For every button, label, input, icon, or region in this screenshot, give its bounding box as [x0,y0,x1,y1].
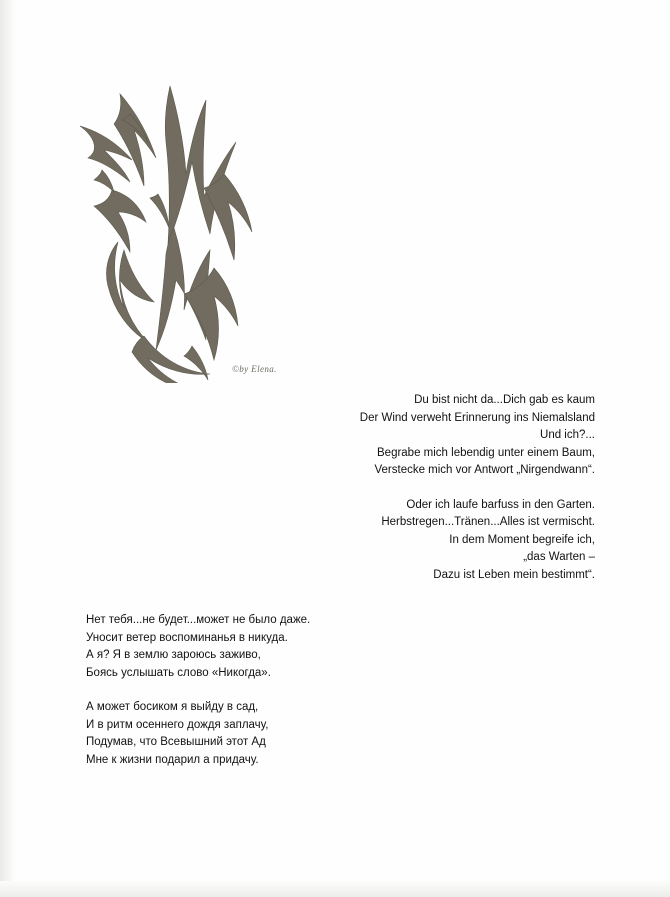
scan-edge-left [0,0,14,897]
stanza [305,497,595,585]
poem-line: Begrabe mich lebendig unter einem Baum, [377,446,595,459]
poem-line: In dem Moment begreife ich, [449,533,595,546]
poem-line: Verstecke mich vor Antwort „Nirgendwann“. [374,464,595,476]
poem-line: А я? Я в землю зароюсь заживо, [86,649,261,661]
poem-line: Нет тебя...не будет...может не было даже. [86,614,311,626]
poem-line: Подумав, что Всевышний этот Ад [86,736,266,748]
poem-line: Oder ich laufe barfuss in den Garten. [406,498,595,511]
poem-russian [86,612,416,769]
poem-line: Мне к жизни подарил а придачу. [86,753,259,766]
poem-line: Der Wind verweht Erinnerung ins Niemalsland [359,411,595,424]
stanza [86,699,416,769]
poem-line: Уносит ветер воспоминанья в никуда. [86,631,288,644]
poem-line: Und ich?... [540,429,595,441]
stanza [86,612,416,682]
stanza [305,392,595,480]
tribal-ink-drawing [74,78,284,383]
poem-line: Du bist nicht da...Dich gab es kaum [414,394,595,406]
poem-line: И в ритм осеннего дождя заплачу, [86,718,269,731]
poem-line: Боясь услышать слово «Никогда». [86,666,271,679]
artwork-signature: ©by Elena. [232,364,277,374]
poem-line: „das Warten – [523,551,595,563]
poem-line: Herbstregen...Tränen...Alles ist vermischt. [381,516,595,528]
poem-line: Dazu ist Leben mein bestimmt“. [433,568,595,581]
poem-line: А может босиком я выйду в сад, [86,701,259,713]
scan-edge-bottom [0,881,670,897]
poem-german [305,392,595,584]
